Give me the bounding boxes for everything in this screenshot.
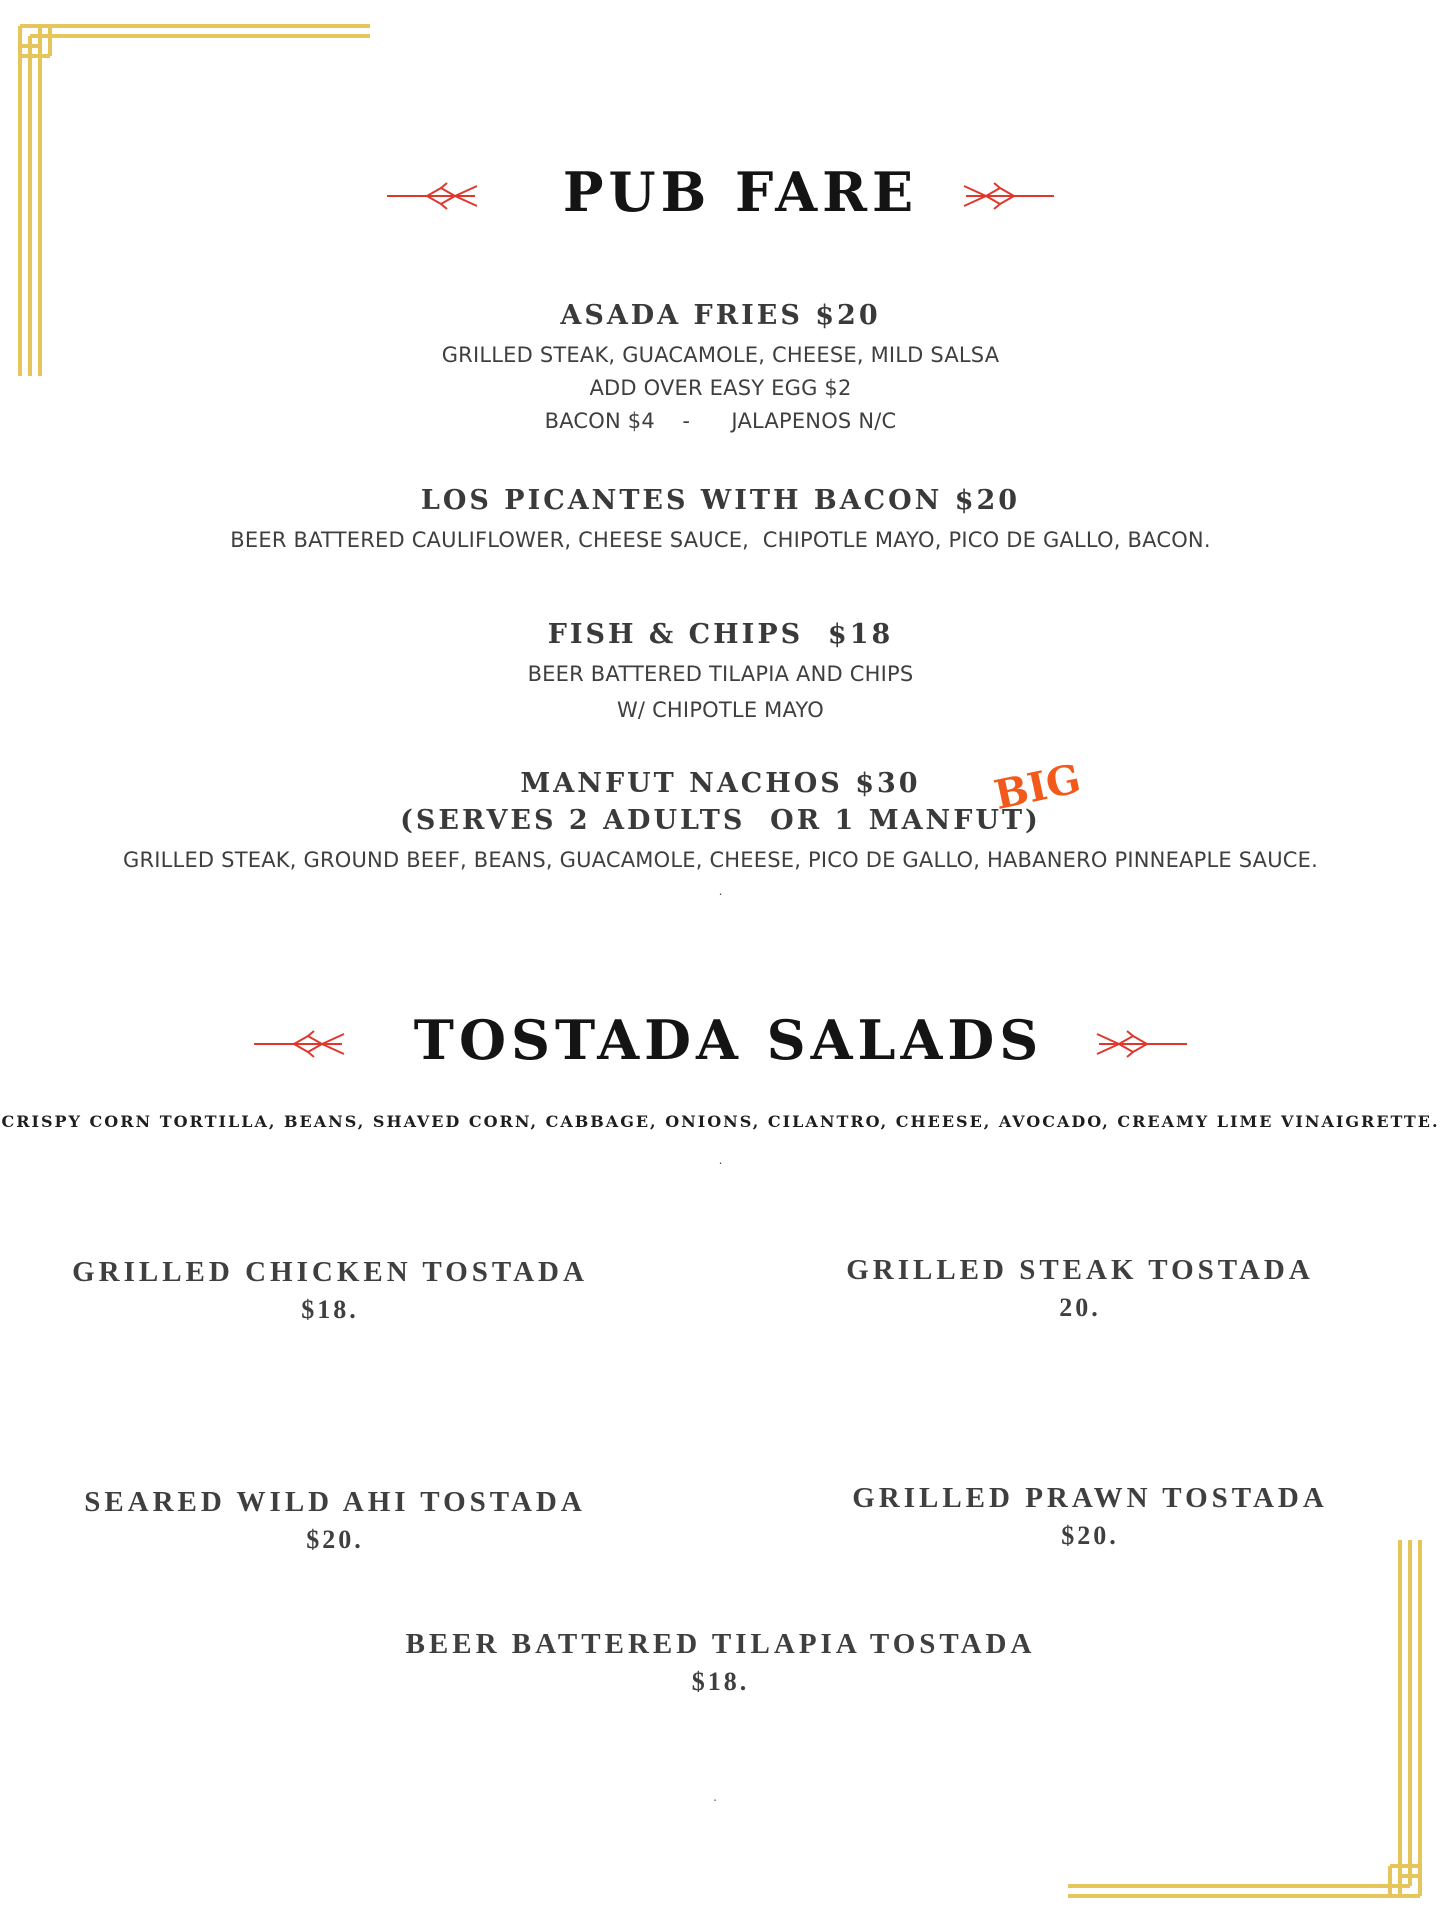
tostada-name: BEER BATTERED TILAPIA TOSTADA: [405, 1628, 1036, 1660]
ornament-arrow-left-icon: [387, 160, 479, 224]
menu-item-desc: BEER BATTERED CAULIFLOWER, CHEESE SAUCE, CHIPOTLE MAYO, PICO DE GALLO, BACON.: [230, 528, 1211, 552]
menu-item-desc: GRILLED STEAK, GUACAMOLE, CHEESE, MILD SALSA: [441, 343, 1000, 367]
tostada-item: [60, 1486, 610, 1555]
tostada-name: GRILLED STEAK TOSTADA: [846, 1254, 1314, 1286]
trailing-dot: .: [718, 884, 723, 898]
menu-item-title: LOS PICANTES WITH BACON $20: [420, 485, 1021, 516]
trailing-dot: .: [713, 1790, 717, 1804]
tostada-price: $20.: [306, 1525, 364, 1554]
tostada-item: [0, 1628, 1441, 1697]
tostada-item: [60, 1256, 600, 1325]
menu-item-desc: GRILLED STEAK, GROUND BEEF, BEANS, GUACAMOLE, CHEESE, PICO DE GALLO, HABANERO PINNEAPLE SAUCE.: [123, 848, 1318, 872]
pub-fare-title: PUB FARE: [562, 159, 919, 224]
tostada-name: GRILLED PRAWN TOSTADA: [852, 1482, 1328, 1514]
tostada-name: GRILLED CHICKEN TOSTADA: [72, 1256, 588, 1288]
tostada-item: [820, 1482, 1360, 1551]
tostada-price: 20.: [1059, 1293, 1101, 1322]
pub-fare-heading: [0, 155, 1441, 224]
tostada-price: $20.: [1061, 1521, 1119, 1550]
menu-item-desc: BACON $4 - JALAPENOS N/C: [544, 409, 897, 433]
big-badge: BIG: [990, 755, 1085, 819]
menu-item-desc: ADD OVER EASY EGG $2: [589, 376, 852, 400]
menu-item-title: MANFUT NACHOS $30: [520, 768, 921, 799]
menu-item-title: FISH & CHIPS $18: [547, 619, 894, 650]
tostada-price: $18.: [301, 1295, 359, 1324]
menu-item-desc: W/ CHIPOTLE MAYO: [616, 698, 825, 722]
menu-item-subtitle: (SERVES 2 ADULTS OR 1 MANFUT): [400, 805, 1041, 836]
tostada-salads-title: TOSTADA SALADS: [413, 1007, 1044, 1072]
corner-frame-bottom-right-icon: [1064, 1536, 1426, 1902]
trailing-dot: .: [718, 1153, 723, 1167]
ornament-arrow-right-icon: [962, 160, 1054, 224]
ornament-arrow-right-icon: [1095, 1008, 1187, 1072]
menu-item-title: ASADA FRIES $20: [560, 300, 881, 331]
tostada-item: [820, 1254, 1340, 1323]
menu-item-desc: BEER BATTERED TILAPIA AND CHIPS: [527, 662, 914, 686]
tostada-salads-heading: [0, 1003, 1441, 1072]
tostada-intro: CRISPY CORN TORTILLA, BEANS, SHAVED CORN, CABBAGE, ONIONS, CILANTRO, CHEESE, AVOCADO, CREAMY LIME VINAIGRETTE.: [1, 1112, 1440, 1131]
tostada-name: SEARED WILD AHI TOSTADA: [84, 1486, 586, 1518]
ornament-arrow-left-icon: [254, 1008, 346, 1072]
tostada-price: $18.: [691, 1667, 750, 1696]
